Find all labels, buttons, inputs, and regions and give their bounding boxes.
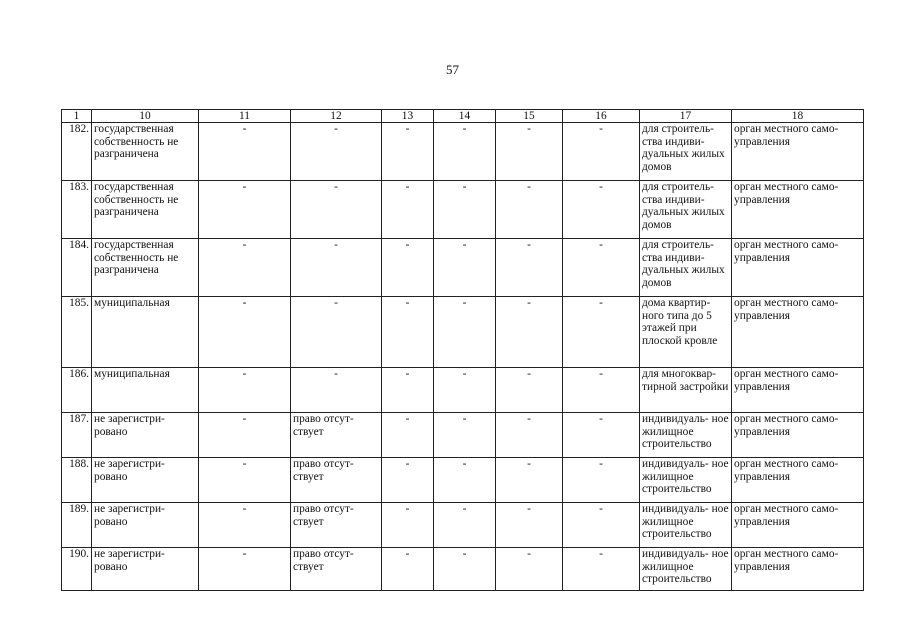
land-use-cell: индивидуаль- ное жилищное строительство bbox=[640, 413, 732, 458]
dash-cell: - bbox=[199, 181, 291, 239]
dash-cell: - bbox=[199, 458, 291, 503]
registry-table bbox=[61, 109, 864, 591]
dash-cell: - bbox=[434, 181, 496, 239]
authority-cell: орган местного само- управления bbox=[732, 413, 864, 458]
land-use-cell: индивидуаль- ное жилищное строительство bbox=[640, 503, 732, 548]
dash-cell: - bbox=[496, 458, 563, 503]
dash-cell: - bbox=[291, 368, 382, 413]
row-number: 189. bbox=[62, 503, 92, 548]
dash-cell: - bbox=[382, 239, 434, 297]
land-use-cell: для строитель- ства индиви- дуальных жилых домов bbox=[640, 181, 732, 239]
dash-cell: - bbox=[382, 503, 434, 548]
table-row bbox=[62, 413, 864, 458]
table-row bbox=[62, 297, 864, 368]
row-number: 188. bbox=[62, 458, 92, 503]
row-number: 182. bbox=[62, 123, 92, 181]
ownership-cell: государственная собственность не разграничена bbox=[92, 239, 199, 297]
authority-cell: орган местного само- управления bbox=[732, 123, 864, 181]
land-use-cell: для строитель- ства индиви- дуальных жилых домов bbox=[640, 239, 732, 297]
ownership-cell: не зарегистри- ровано bbox=[92, 413, 199, 458]
table-row bbox=[62, 458, 864, 503]
ownership-cell: не зарегистри- ровано bbox=[92, 503, 199, 548]
authority-cell: орган местного само- управления bbox=[732, 368, 864, 413]
dash-cell: - bbox=[199, 123, 291, 181]
dash-cell: - bbox=[199, 297, 291, 368]
authority-cell: орган местного само- управления bbox=[732, 181, 864, 239]
header-cell: 17 bbox=[640, 110, 732, 123]
dash-cell: - bbox=[291, 181, 382, 239]
ownership-cell: не зарегистри- ровано bbox=[92, 458, 199, 503]
header-cell: 18 bbox=[732, 110, 864, 123]
land-use-cell: индивидуаль- ное жилищное строительство bbox=[640, 548, 732, 591]
dash-cell: - bbox=[382, 548, 434, 591]
dash-cell: - bbox=[199, 239, 291, 297]
ownership-cell: не зарегистри- ровано bbox=[92, 548, 199, 591]
header-row bbox=[62, 110, 864, 123]
dash-cell: - bbox=[496, 123, 563, 181]
dash-cell: - bbox=[434, 297, 496, 368]
header-cell: 16 bbox=[563, 110, 640, 123]
row-number: 190. bbox=[62, 548, 92, 591]
row-number: 187. bbox=[62, 413, 92, 458]
row-number: 183. bbox=[62, 181, 92, 239]
table-row bbox=[62, 123, 864, 181]
header-cell: 11 bbox=[199, 110, 291, 123]
header-cell: 15 bbox=[496, 110, 563, 123]
dash-cell: - bbox=[496, 297, 563, 368]
header-cell: 12 bbox=[291, 110, 382, 123]
row-number: 186. bbox=[62, 368, 92, 413]
dash-cell: - bbox=[563, 123, 640, 181]
header-cell: 13 bbox=[382, 110, 434, 123]
dash-cell: - bbox=[382, 297, 434, 368]
dash-cell: - bbox=[291, 239, 382, 297]
row-number: 184. bbox=[62, 239, 92, 297]
dash-cell: - bbox=[434, 413, 496, 458]
dash-cell: - bbox=[382, 123, 434, 181]
dash-cell: - bbox=[382, 368, 434, 413]
dash-cell: - bbox=[434, 123, 496, 181]
right-status-cell: право отсут- ствует bbox=[291, 548, 382, 591]
right-status-cell: право отсут- ствует bbox=[291, 413, 382, 458]
dash-cell: - bbox=[382, 413, 434, 458]
dash-cell: - bbox=[496, 181, 563, 239]
dash-cell: - bbox=[563, 239, 640, 297]
right-status-cell: право отсут- ствует bbox=[291, 458, 382, 503]
dash-cell: - bbox=[199, 503, 291, 548]
table-row bbox=[62, 239, 864, 297]
dash-cell: - bbox=[434, 458, 496, 503]
dash-cell: - bbox=[563, 413, 640, 458]
authority-cell: орган местного само- управления bbox=[732, 503, 864, 548]
right-status-cell: право отсут- ствует bbox=[291, 503, 382, 548]
dash-cell: - bbox=[496, 503, 563, 548]
dash-cell: - bbox=[434, 548, 496, 591]
header-cell: 10 bbox=[92, 110, 199, 123]
land-use-cell: индивидуаль- ное жилищное строительство bbox=[640, 458, 732, 503]
ownership-cell: муниципальная bbox=[92, 368, 199, 413]
dash-cell: - bbox=[563, 458, 640, 503]
dash-cell: - bbox=[563, 181, 640, 239]
dash-cell: - bbox=[496, 239, 563, 297]
land-use-cell: для строитель- ства индиви- дуальных жилых домов bbox=[640, 123, 732, 181]
dash-cell: - bbox=[291, 123, 382, 181]
ownership-cell: государственная собственность не разграничена bbox=[92, 123, 199, 181]
page-number: 57 bbox=[446, 62, 459, 77]
table-row bbox=[62, 548, 864, 591]
authority-cell: орган местного само- управления bbox=[732, 548, 864, 591]
dash-cell: - bbox=[563, 368, 640, 413]
header-cell: 1 bbox=[62, 110, 92, 123]
authority-cell: орган местного само- управления bbox=[732, 297, 864, 368]
table-row bbox=[62, 181, 864, 239]
dash-cell: - bbox=[199, 548, 291, 591]
authority-cell: орган местного само- управления bbox=[732, 458, 864, 503]
dash-cell: - bbox=[199, 368, 291, 413]
dash-cell: - bbox=[563, 297, 640, 368]
row-number: 185. bbox=[62, 297, 92, 368]
dash-cell: - bbox=[434, 239, 496, 297]
dash-cell: - bbox=[496, 413, 563, 458]
ownership-cell: государственная собственность не разграничена bbox=[92, 181, 199, 239]
land-use-cell: дома квартир- ного типа до 5 этажей при плоской кровле bbox=[640, 297, 732, 368]
dash-cell: - bbox=[496, 548, 563, 591]
ownership-cell: муниципальная bbox=[92, 297, 199, 368]
dash-cell: - bbox=[434, 368, 496, 413]
dash-cell: - bbox=[563, 503, 640, 548]
dash-cell: - bbox=[382, 458, 434, 503]
dash-cell: - bbox=[382, 181, 434, 239]
dash-cell: - bbox=[434, 503, 496, 548]
dash-cell: - bbox=[199, 413, 291, 458]
dash-cell: - bbox=[563, 548, 640, 591]
land-use-cell: для многоквар- тирной застройки bbox=[640, 368, 732, 413]
dash-cell: - bbox=[496, 368, 563, 413]
dash-cell: - bbox=[291, 297, 382, 368]
table-row bbox=[62, 368, 864, 413]
header-cell: 14 bbox=[434, 110, 496, 123]
table-row bbox=[62, 503, 864, 548]
authority-cell: орган местного само- управления bbox=[732, 239, 864, 297]
